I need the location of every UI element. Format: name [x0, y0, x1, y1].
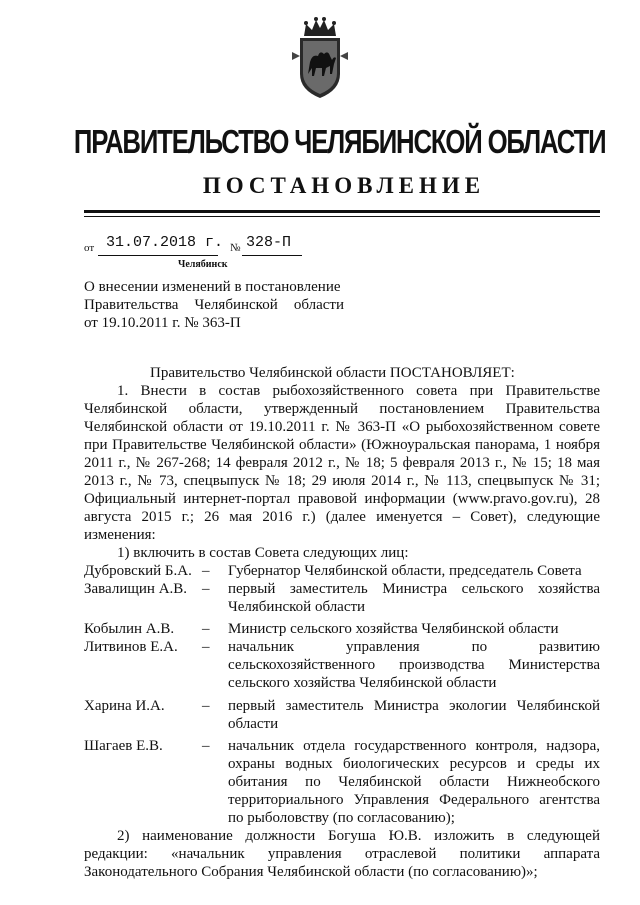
member-dash: – [202, 621, 210, 637]
members-list [84, 562, 600, 827]
member-position: первый заместитель Министра сельского хозяйства Челябинской области [228, 581, 600, 615]
subject-block [84, 278, 344, 332]
member-dash: – [202, 639, 210, 655]
member-dash: – [202, 563, 210, 579]
member-name: Харина И.А. [84, 698, 165, 714]
decree-statement: Правительство Челябинской области ПОСТАНОВЛЯЕТ: [150, 365, 515, 381]
document-number: 328-П [246, 234, 292, 251]
list-item [84, 620, 600, 638]
city-label: Челябинск [178, 259, 228, 270]
member-position: первый заместитель Министра экологии Челябинской области [228, 698, 600, 732]
subject-line: от 19.10.2011 г. № 363-П [84, 315, 241, 331]
subitem-1-paragraph: 1) включить в состав Совета следующих лиц: [117, 545, 409, 561]
subject-line: Правительства Челябинской области [84, 297, 344, 313]
member-name: Завалищин А.В. [84, 581, 188, 597]
member-position: начальник управления по развитию сельскохозяйственного производства Министерства сельского хозяйства Челябинской области [228, 639, 600, 691]
list-item [84, 737, 600, 827]
member-position: начальник отдела государственного контроля, надзора, охраны водных биологических ресурсов и среды их обитания по Челябинской области Нижнеобского территориального Управления Федерального агентства по рыболовству (по согласованию); [228, 738, 600, 826]
header-divider-thick [84, 210, 600, 213]
member-dash: – [202, 698, 210, 714]
item-1-paragraph: 1. Внести в состав рыбохозяйственного совета при Правительстве Челябинской области, утвержденный постановлением Правительства Челябинской области от 19.10.2011 г. № 363-П «О рыбохозяйственном совете при Правительстве Челябинской области» (Южноуральская панорама, 1 ноября 2011 г., № 267-268; 14 февраля 2012 г., № 18; 5 февраля 2013 г., № 15; 18 мая 2013 г., № 73, спецвыпуск № 18; 29 июля 2014 г., № 113, спецвыпуск № 31; Официальный интернет-портал правовой информации (www.pravo.gov.ru), 28 августа 2015 г.; 26 мая 2016 г.) (далее именуется – Совет), следующие изменения: [84, 383, 600, 543]
member-name: Шагаев Е.В. [84, 738, 163, 754]
member-name: Кобылин А.В. [84, 621, 175, 637]
government-title: ПРАВИТЕЛЬСТВО ЧЕЛЯБИНСКОЙ ОБЛАСТИ [73, 123, 606, 160]
member-position: Губернатор Челябинской области, председатель Совета [228, 563, 582, 579]
document-body [84, 364, 600, 881]
member-dash: – [202, 738, 210, 754]
list-item [84, 638, 600, 692]
member-dash: – [202, 581, 210, 597]
list-item [84, 697, 600, 733]
list-item [84, 562, 600, 580]
date-underline [98, 255, 218, 256]
member-name: Литвинов Е.А. [84, 639, 178, 655]
document-type-heading: ПОСТАНОВЛЕНИЕ [202, 173, 486, 198]
number-underline [242, 255, 302, 256]
header-divider-thin [84, 216, 600, 217]
member-position: Министр сельского хозяйства Челябинской области [228, 621, 559, 637]
number-label: № [230, 242, 241, 254]
chelyabinsk-coat-of-arms-icon [288, 16, 352, 100]
member-name: Дубровский Б.А. [84, 563, 192, 579]
subject-line: О внесении изменений в постановление [84, 279, 341, 295]
document-date: 31.07.2018 г. [106, 234, 224, 251]
list-item [84, 580, 600, 616]
date-label: от [84, 242, 95, 254]
subitem-2-paragraph: 2) наименование должности Богуша Ю.В. изложить в следующей редакции: «начальник управления отраслевой политики аппарата Законодательного Собрания Челябинской области (по согласованию)»; [84, 828, 600, 880]
